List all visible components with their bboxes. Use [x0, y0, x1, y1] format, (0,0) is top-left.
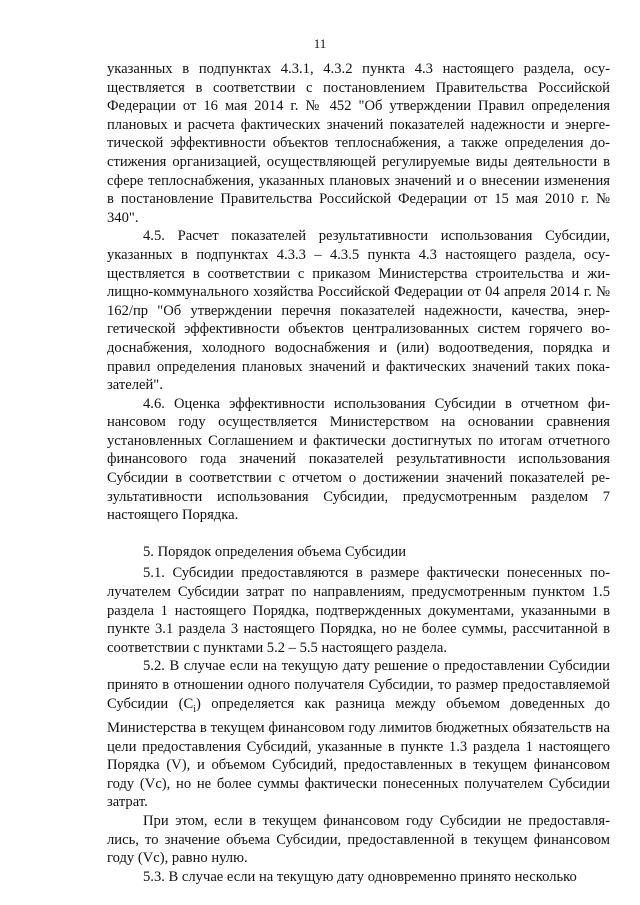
paragraph-5-1: 5.1. Субсидии предоставляются в размере фактически понесенных получателем Субсидии затрат по направлениям, предусмотренным пунктом 1.5 раздела 1 настоящего Порядка, подтвержденных документами, указанными в пункте 3.1 раздела 3 настоящего Порядка, но не более суммы, рассчитанной в соответствии с пунктами 5.2 – 5.5 настоящего раздела. [107, 565, 610, 656]
paragraph-continuation: указанных в подпунктах 4.3.1, 4.3.2 пункта 4.3 настоящего раздела, осуществляется в соответствии с постановлением Правительства Российской Федерации от 16 мая 2014 г. № 452 "Об утверждении Правил определения плановых и расчета фактических значений показателей надежности и энергетической эффективности объектов теплоснабжения, а также определения достижения организацией, осуществляющей регулируемые виды деятельности в сфере теплоснабжения, указанных плановых значений и о внесении изменения в постановление Правительства Российской Федерации от 15 мая 2010 г. № 340". [107, 61, 610, 226]
paragraph-4-6: 4.6. Оценка эффективности использования Субсидии в отчетном финансовом году осуществляется Министерством на основании сравнения установленных Соглашением и фактически достигнутых по итогам отчетного финансового года значений показателей результативности использования Субсидии в соответствии с отчетом о достижении значений показателей результативности использования Субсидии, предусмотренным разделом 7 настоящего Порядка. [107, 395, 610, 524]
paragraph-5-3: 5.3. В случае если на текущую дату одновременно принято несколько [143, 868, 577, 885]
document-body [107, 60, 610, 886]
page-number: 11 [313, 36, 327, 51]
section-heading-5: 5. Порядок определения объема Субсидии [143, 543, 407, 560]
paragraph-4-5: 4.5. Расчет показателей результативности использования Субсидии, указанных в подпунктах 4.3.3 – 4.3.5 пункта 4.3 настоящего раздела, осуществляется в соответствии с приказом Министерства строительства и жилищно-коммунального хозяйства Российской Федерации от 04 апреля 2014 г. № 162/пр "Об утверждении перечня показателей надежности, качества, энергетической эффективности объектов централизованных систем горячего водоснабжения, холодного водоснабжения и (или) водоотведения, порядка и правил определения плановых значений и фактических значений таких показателей". [107, 228, 610, 394]
paragraph-5-2 [107, 657, 610, 812]
paragraph-5-2-text-b: ) определяется как разница между объемом доведенных до Министерства в текущем финансовом году лимитов бюджетных обязательств на цели предоставления Субсидий, указанные в пункте 1.3 раздела 1 настоящего Порядка (V), и объемом Субсидий, предоставленных в текущем финансовом году (Vc), но не более суммы фактически понесенных получателем Субсидии затрат. [107, 695, 611, 811]
paragraph-note: При этом, если в текущем финансовом году Субсидии не предоставлялись, то значение объема Субсидии, предоставленной в текущем финансовом году (Vc), равно нулю. [107, 813, 610, 867]
paragraph-5-2-text-a: 5.2. В случае если на текущую дату решение о предоставлении Субсидии принято в отношении одного получателя Субсидии, то размер предоставляемой Субсидии (С [107, 658, 610, 712]
subscript-i: i [193, 703, 197, 715]
